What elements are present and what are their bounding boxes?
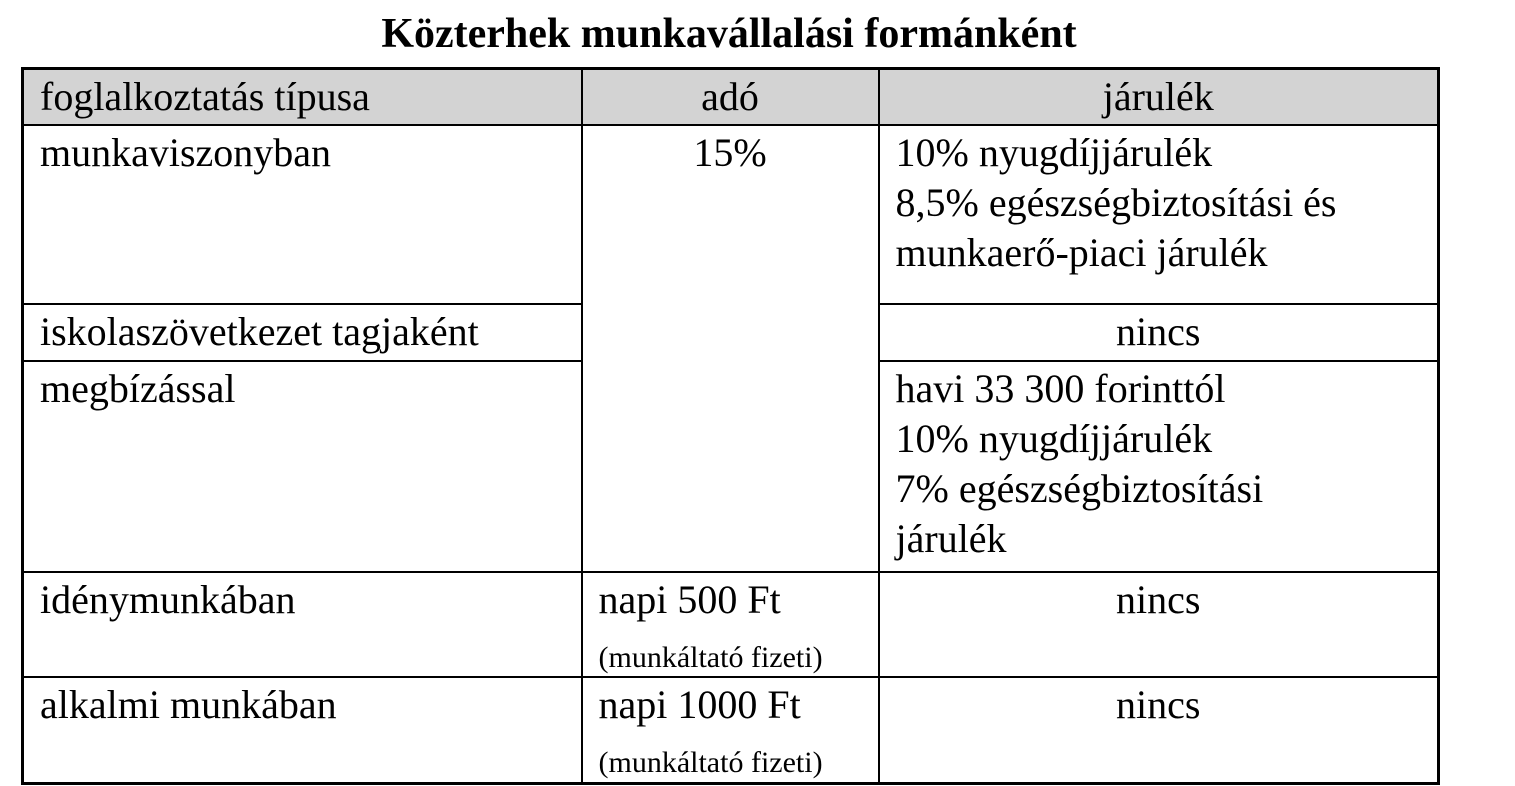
cell-contribution-iskolaszovetkezet: nincs — [879, 304, 1439, 361]
cell-type-alkalmi-munkaban: alkalmi munkában — [23, 677, 582, 783]
cell-contribution-munkaviszonyban — [879, 125, 1439, 304]
contribution-line: havi 33 300 forinttól — [895, 366, 1226, 411]
cell-tax-idenymunkaban — [582, 572, 879, 677]
cell-type-idenymunkaban: idénymunkában — [23, 572, 582, 677]
tax-amount: napi 500 Ft — [598, 577, 781, 622]
table-row — [23, 677, 1439, 783]
cell-tax-alkalmi-munkaban — [582, 677, 879, 783]
header-contribution: járulék — [879, 69, 1439, 126]
contribution-line: munkaerő-piaci járulék — [895, 230, 1268, 275]
cell-contribution-idenymunkaban: nincs — [879, 572, 1439, 677]
tax-note: (munkáltató fizeti) — [598, 641, 823, 674]
tax-amount: napi 1000 Ft — [598, 682, 801, 727]
cell-contribution-megbizassal — [879, 361, 1439, 572]
table-header-row — [23, 69, 1439, 126]
header-tax: adó — [582, 69, 879, 126]
table-row — [23, 572, 1439, 677]
contribution-line: 7% egészségbiztosítási — [895, 466, 1264, 511]
cell-type-munkaviszonyban: munkaviszonyban — [23, 125, 582, 304]
cell-type-iskolaszovetkezet: iskolaszövetkezet tagjaként — [23, 304, 582, 361]
cell-contribution-alkalmi-munkaban: nincs — [879, 677, 1439, 783]
cell-tax-merged-15-percent: 15% — [582, 125, 879, 572]
contribution-line: járulék — [895, 516, 1007, 561]
page-title: Közterhek munkavállalási formánként — [381, 11, 1077, 57]
contribution-line: 8,5% egészségbiztosítási és — [895, 180, 1337, 225]
tax-note: (munkáltató fizeti) — [598, 746, 823, 779]
tax-table — [21, 67, 1440, 785]
contribution-line: 10% nyugdíjjárulék — [895, 130, 1213, 175]
table-row — [23, 125, 1439, 304]
header-employment-type: foglalkoztatás típusa — [23, 69, 582, 126]
contribution-line: 10% nyugdíjjárulék — [895, 416, 1213, 461]
cell-type-megbizassal: megbízással — [23, 361, 582, 572]
